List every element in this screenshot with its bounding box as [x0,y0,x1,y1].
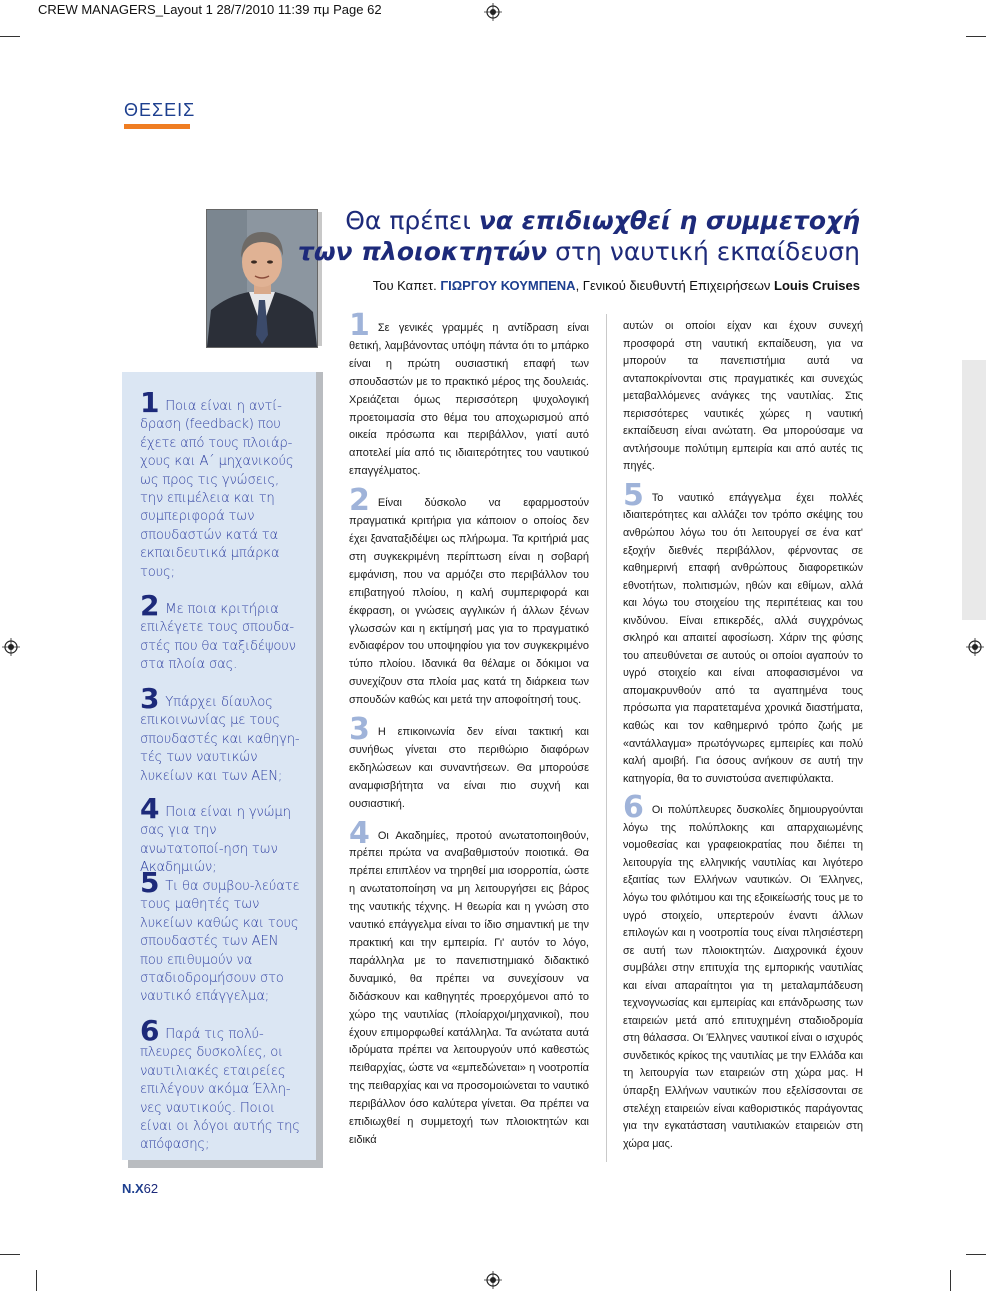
company-name: Louis Cruises [774,278,860,293]
question-text: Τι θα συμβου-λεύατε τους μαθητές των λυκείων καθώς και τους σπουδαστές των ΑΕΝ που επιθυμούν να σταδιοδρομήσουν στο ναυτικό επάγγελμα; [140,879,300,1005]
answer-number: 3 [349,712,370,748]
question-number: 6 [140,1014,160,1047]
author-role: , Γενικού διευθυντή Επιχειρήσεων [575,278,775,293]
answer-text: Η επικοινωνία δεν είναι τακτική και συνήθως γίνεται στο περιθώριο διαφόρων εκδηλώσεων και συναντήσεων. Θα μπορούσε αναμφισβήτητα να είναι πιο συχνή και ουσιαστική. [349,726,589,810]
answer-text: Σε γενικές γραμμές η αντίδραση είναι θετική, λαμβάνοντας υπόψη πάντα ότι το μπάρκο είναι η πρώτη ουσιαστική επαφή των σπουδαστών με το πρακτικό μέρος της δουλειάς. Χρειάζεται όμως περισσότερη ψυχολογική προετοιμασία στο θέμα του αποχωρισμού από οικεία πρόσωπα και περιβάλλον, γιατί αυτό αποτελεί μία από τις ιδιαιτερότητες του ναυτικού επαγγέλματος. [349,322,589,478]
article-headline [298,205,860,267]
article-column-1 [349,308,589,1162]
question-text: Με ποια κριτήρια επιλέγετε τους σπουδα-στές που θα ταξιδέψουν στα πλοία σας. [140,602,296,673]
answer-paragraph [623,790,863,1153]
question-number: 4 [140,792,160,825]
answer-number: 2 [349,483,370,519]
question-5 [140,866,300,1007]
answer-paragraph [349,308,589,481]
print-slug: CREW MANAGERS_Layout 1 28/7/2010 11:39 πμ Page 62 [0,0,382,20]
question-text: Ποια είναι η αντί-δραση (feedback) που έχετε από τους πλοιάρ-χους και Α΄ μηχανικούς ως προς τις γνώσεις, την επιμέλεια και τη συμπεριφορά των σπουδαστών κατά τα εκπαιδευτικά μπάρκα τους; [140,399,294,580]
crop-mark [0,1254,20,1255]
crop-mark [36,1270,37,1291]
answer-text: αυτών οι οποίοι είχαν και έχουν συνεχή προσφορά στη ναυτική εκπαίδευση, για να μπορούν τα πανεπιστήμια αυτά να ανταποκρίνονται στις πραγματικές και συνεχώς μεταβαλλόμενες ανάγκες της ναυτιλίας. Στις περισσότερες ναυτικές χώρες η ναυτική εκπαίδευση είναι ανώτατη. Θα μπορούσαμε να αντλήσουμε πολύτιμη εμπειρία και από αυτές τις πηγές. [623,320,863,473]
question-4 [140,792,300,878]
byline [373,278,860,293]
answer-paragraph [349,815,589,1150]
registration-mark-icon [2,638,20,656]
registration-mark-icon [484,3,502,21]
question-6 [140,1014,300,1155]
answer-text: Το ναυτικό επάγγελμα έχει πολλές ιδιαιτερότητες και αλλάζει τον τρόπο σκέψης του ανθρώπου λόγω του ότι λειτουργεί σε ένα κατ' εξοχήν διεθνές περιβάλλον, φέρνοντας σε καθημερινή επαφή ανθρώπους διαφορετικών εθνοτήτων, πολιτισμών, ηθών και εθίμων, αλλά και λόγω του στοιχείου της περιπέτειας και του κινδύνου. Είναι επικερδές, αλλά συγχρόνως σκληρό και απαιτεί αφοσίωση. Χάριν της φύσης του απευθύνεται σε αυτούς οι οποίοι αγαπούν το υγρό στοιχείο και είναι αποφασισμένοι να απομακρυνθούν από τα αγαπημένα τους πρόσωπα για παρατεταμένα χρονικά διαστήματα, καθώς και τον καθημερινό τρόπο ζωής με «αντάλλαγμα» πρωτόγνωρες εμπειρίες και πολύ καλή αμοιβή. Για όσους ανήκουν σε αυτή την κατηγορία, θα το συνιστούσα ανεπιφύλακτα. [623,491,863,785]
registration-mark-icon [966,638,984,656]
answer-number: 6 [623,790,644,826]
registration-mark-icon [484,1271,502,1289]
sidebar-shadow [316,372,323,1168]
adjacent-page-edge [962,360,986,620]
author-name: ΓΙΩΡΓΟΥ ΚΟΥΜΠΕΝΑ [440,278,576,293]
page-folio [122,1181,158,1196]
answer-paragraph [623,477,863,788]
section-label: ΘΕΣΕΙΣ [124,100,196,120]
question-number: 3 [140,682,160,715]
article-column-2 [623,318,863,1165]
crop-mark [0,36,20,37]
crop-mark [950,1270,951,1291]
question-number: 1 [140,386,160,419]
question-number: 2 [140,589,160,622]
answer-number: 5 [623,477,644,513]
question-text: Παρά τις πολύ-πλευρες δυσκολίες, οι ναυτιλιακές εταιρείες επιλέγουν ακόμα Έλλη-νες ναυτικούς. Ποιοι είναι οι λόγοι αυτής της απόφασης; [140,1027,300,1153]
question-2 [140,589,300,675]
headline-part: στη ναυτική εκπαίδευση [547,237,860,266]
answer-paragraph [349,712,589,814]
headline-part: Θα πρέπει [345,206,479,235]
answer-text: Οι πολύπλευρες δυσκολίες δημιουργούνται λόγω της πολύπλοκης και απαρχαιωμένης νομοθεσίας και γραφειοκρατίας που διέπει τη λειτουργία της ελληνικής ναυτιλίας και λιγότερο εξαιτίας των Ελλήνων ναυτικών. Οι Έλληνες, λόγω του φιλότιμου και της εξοικείωσής τους με το υγρό στοιχείο, υπερτερούν έναντι άλλων επιλογών και η νοοτροπία τους είναι πλησιέστερη σε αυτή των πλοιοκτητών. Διαχρονικά έχουν συμβάλει στην επιτυχία της εμπορικής ναυτιλίας και είναι απαραίτητοι για τη μεταλαμπάδευση τεχνογνωσίας και εμπειρίας και επάνδρωσης των εταιρειών μετά από επιτυχημένη σταδιοδρομία στη θάλασσα. Οι Έλληνες ναυτικοί είναι ο ισχυρός συνδετικός κρίκος της ναυτιλίας με την Ελλάδα και τη λειτουργία των εταιρειών στη χώρα μας. Η ύπαρξη Ελλήνων ναυτικών που εξελίσσονται σε στελέχη εταιρειών είναι καθοριστικός παράγοντας για την εγκατάσταση ναυτιλιακών εταιρειών στη χώρα μας. [623,804,863,1150]
answer-paragraph [623,318,863,476]
answer-text: Είναι δύσκολο να εφαρμοστούν πραγματικά κριτήρια για κάποιον ο οποίος δεν έχει ξαναταξιδέψει ως πλήρωμα. Τα κριτήριά μας στη συγκεκριμένη περίπτωση είναι η σοβαρή εμφάνιση, που να αρμόζει στο περιβάλλον του επιβατηγού πλοίου, η καλή συμπεριφορά και έκφραση, οι γνώσεις αγγλικών ή άλλων ξένων γλωσσών και η εκτίμησή μας για το πραγματικό ενδιαφέρον του υποψηφίου για τον συγκεκριμένο τύπο πλοίου. Ιδανικά θα θέλαμε οι δόκιμοι να συνεχίζουν στα πλοία μας κατά τη διάρκεια των σπουδών καθώς και μετά την αποφοίτησή τους. [349,497,589,707]
headline-emphasis: των πλοιοκτητών [297,237,548,266]
answer-paragraph [349,483,589,710]
byline-prefix: Του Καπετ. [372,278,441,293]
answer-number: 4 [349,815,370,851]
question-text: Ποια είναι η γνώμη σας για την ανωτατοποί-ηση των Ακαδημιών; [140,805,291,876]
question-3 [140,682,300,786]
page-number: 62 [143,1181,159,1196]
sidebar-shadow [128,1160,323,1168]
answer-number: 1 [349,308,370,343]
headline-emphasis: να επιδιωχθεί η συμμετοχή [478,206,860,235]
magazine-abbrev: Ν.Χ [122,1181,144,1196]
crop-mark [966,1254,986,1255]
question-1 [140,386,300,582]
column-divider [606,314,607,1162]
question-number: 5 [140,866,160,899]
answer-text: Οι Ακαδημίες, προτού ανωτατοποιηθούν, πρέπει πρώτα να αναβαθμιστούν ποιοτικά. Θα πρέπει επιπλέον να τηρηθεί μια ισορροπία, ώστε η ανωτατοποίηση να μη λειτουργήσει εις βάρος της ναυτικής τέχνης. Η θεωρία και η γνώση στο ναυτικό επάγγελμα είναι το ίδιο σημαντική με την πρακτική και την εμπειρία. Γι' αυτόν το λόγο, παράλληλα με το πανεπιστημιακό διδακτικό δυναμικό, θα πρέπει να συνεχίσουν να διδάσκουν και καθηγητές προερχόμενοι από το χώρο της ναυτιλίας (πλοίαρχοι/μηχανικοί), που έχουν επιμορφωθεί κατάλληλα. Τα ανώτατα αυτά ιδρύματα πρέπει να λειτουργούν υπό καθεστώς πειθαρχίας, ώστε να «εμπεδώνεται» η νοοτροπία της πειθαρχίας και να προσομοιώνεται το ναυτικό περιβάλλον όσο καλύτερα γίνεται. Θα πρέπει να επιδιωχθεί η συμμετοχή των πλοιοκτητών και ειδικά [349,829,589,1146]
crop-mark [966,36,986,37]
section-accent-bar [124,124,190,129]
question-text: Υπάρχει δίαυλος επικοινωνίας με τους σπουδαστές και καθηγη-τές των ναυτικών λυκείων και των ΑΕΝ; [140,695,300,784]
